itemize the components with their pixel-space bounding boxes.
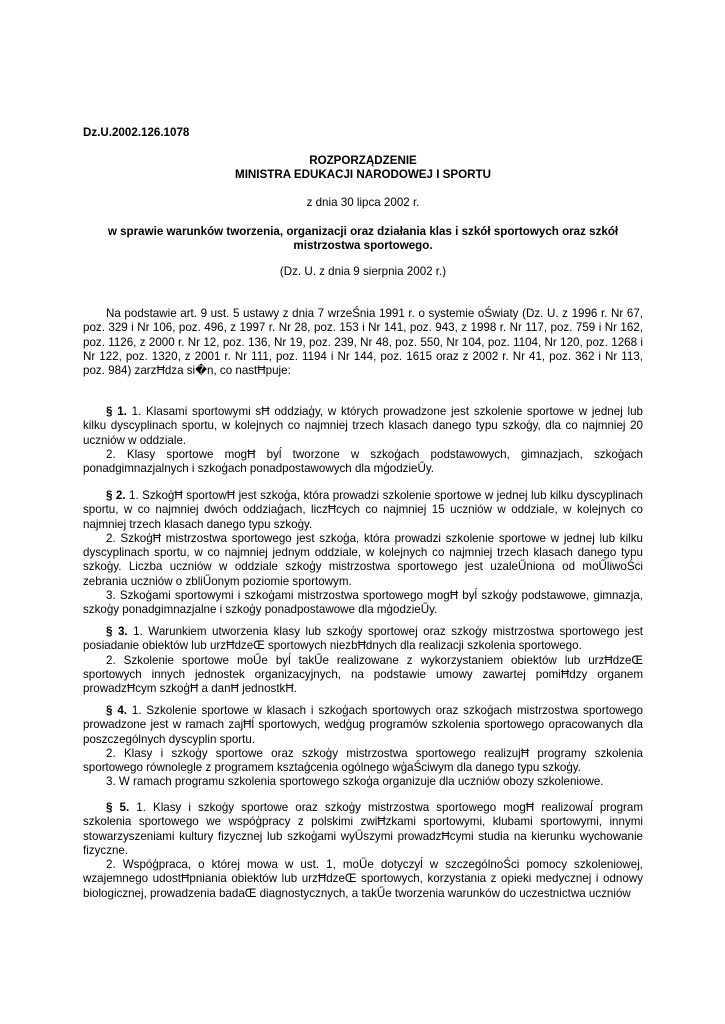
section-2-par-2: 2. SzkoģĦ mistrzostwa sportowego jest szkoģa, która prowadzi szkolenie sportowe w jednej lub kilku dyscyplinach sportu, w co najmniej jednym oddziale, w kolejnych co najmniej trzech klasach danego typu szkoģy. Liczba uczniów w oddziale szkoģy mistrzostwa sportowego jest uzaleŰniona od moŰliwoŚci zebrania uczniów o zbliŰonym poziomie sportowym. xyxy=(83,531,643,588)
section-3-par-2: 2. Szkolenie sportowe moŰe byĺ takŰe realizowane z wykorzystaniem obiektów lub urzĦdzeŒ sportowych innych jednostek organizacyjnych, na podstawie umowy zawartej pomiĦdzy organem prowadzĦcym szkoģĦ a danĦ jednostkĦ. xyxy=(83,653,643,696)
section-2-par-1 xyxy=(83,489,643,532)
section-1-par-1 xyxy=(83,405,643,448)
section-3-label: § 3. xyxy=(106,625,128,638)
section-4-label: § 4. xyxy=(106,704,127,717)
section-2-par-1-text: 1. SzkoģĦ sportowĦ jest szkoģa, która prowadzi szkolenie sportowe w jednej lub kilku dyscyplinach sportu, w co najmniej dwóch oddziaģach, liczĦcych co najmniej 15 uczniów w oddziale, w kolejnych co najmniej trzech klasach danego typu szkoģy. xyxy=(83,489,643,531)
section-5-par-2: 2. Wspóģpraca, o której mowa w ust. 1, moŰe dotyczyĺ w szczególnoŚci pomocy szkoleniowej, wzajemnego udostĦpniania obiektów lub urzĦdzeŒ sportowych, korzystania z opieki medycznej i odnowy biologicznej, prowadzenia badaŒ diagnostycznych, a takŰe tworzenia warunków do uczestnictwa uczniów xyxy=(83,858,643,900)
date-line: z dnia 30 lipca 2002 r. xyxy=(306,196,420,209)
section-5-par-1 xyxy=(83,801,643,858)
publication-line: (Dz. U. z dnia 9 sierpnia 2002 r.) xyxy=(279,265,447,278)
title-line-2: MINISTRA EDUKACJI NARODOWEJ I SPORTU xyxy=(235,168,491,181)
section-4-par-1 xyxy=(83,704,643,747)
section-4-par-2: 2. Klasy i szkoģy sportowe oraz szkoģy mistrzostwa sportowego realizujĦ programy szkolenia sportowego równolegle z programem ksztaģcenia ogólnego wģaŚciwym dla danego typu szkoģy. xyxy=(83,746,643,775)
preamble xyxy=(83,307,643,378)
section-5-label: § 5. xyxy=(106,801,130,814)
subject-line: w sprawie warunków tworzenia, organizacji oraz działania klas i szkół sportowych oraz szkół mistrzostwa sportowego. xyxy=(107,225,619,253)
section-4-par-3: 3. W ramach programu szkolenia sportowego szkoģa organizuje dla uczniów obozy szkoleniowe. xyxy=(106,775,604,789)
section-1-label: § 1. xyxy=(106,405,127,418)
section-4 xyxy=(83,704,643,790)
section-3-par-1 xyxy=(83,625,643,654)
section-1-par-1-text: 1. Klasami sportowymi sĦ oddziaģy, w których prowadzone jest szkolenie sportowe w jednej lub kilku dyscyplinach sportu, w kolejnych co najmniej trzech klasach danego typu szkoģy, dla co najmniej 20 uczniów w oddziale. xyxy=(83,405,643,447)
section-2 xyxy=(83,489,643,618)
section-2-label: § 2. xyxy=(106,489,126,502)
section-1 xyxy=(83,405,643,476)
section-1-par-2: 2. Klasy sportowe mogĦ byĺ tworzone w szkoģach podstawowych, gimnazjach, szkoģach ponadgimnazjalnych i szkoģach ponadpostawowych dla mģodzieŰy. xyxy=(83,447,643,476)
section-2-par-3: 3. Szkoģami sportowymi i szkoģami mistrzostwa sportowego mogĦ byĺ szkoģy podstawowe, gimnazja, szkoģy ponadgimnazjalne i szkoģy ponadpostawowe dla mģodzieŰy. xyxy=(83,589,643,617)
document-reference: Dz.U.2002.126.1078 xyxy=(83,126,190,139)
section-3 xyxy=(83,625,643,696)
preamble-text: Na podstawie art. 9 ust. 5 ustawy z dnia 7 wrzeŚnia 1991 r. o systemie oŚwiaty (Dz. U. z 1996 r. Nr 67, poz. 329 i Nr 106, poz. 496, z 1997 r. Nr 28, poz. 153 i Nr 141, poz. 943, z 1998 r. Nr 117, poz. 759 i Nr 162, poz. 1126, z 2000 r. Nr 12, poz. 136, Nr 19, poz. 239, Nr 48, poz. 550, Nr 104, poz. 1104, Nr 120, poz. 1268 i Nr 122, poz. 1320, z 2001 r. Nr 111, poz. 1194 i Nr 144, poz. 1615 oraz z 2002 r. Nr 41, poz. 362 i Nr 113, poz. 984) zarzĦdza si�n, co nastĦpuje: xyxy=(83,307,643,378)
title-line-1: ROZPORZĄDZENIE xyxy=(309,154,417,167)
section-4-par-1-text: 1. Szkolenie sportowe w klasach i szkoģach sportowych oraz szkoģach mistrzostwa sportowego prowadzone jest w ramach zajĦĺ sportowych, wedģug programów szkolenia sportowego opracowanych dla poszczególnych dyscyplin sportu. xyxy=(83,704,643,746)
section-5 xyxy=(83,801,643,901)
section-5-par-1-text: 1. Klasy i szkoģy sportowe oraz szkoģy mistrzostwa sportowego mogĦ realizowaĺ program szkolenia sportowego we wspóģpracy z polskimi zwiĦzkami sportowymi, klubami sportowymi, innymi stowarzyszeniami kultury fizycznej lub szkoģami wyŰszymi prowadzĦcymi studia na kierunku wychowanie fizyczne. xyxy=(83,801,643,857)
section-3-par-1-text: 1. Warunkiem utworzenia klasy lub szkoģy sportowej oraz szkoģy mistrzostwa sportowego jest posiadanie obiektów lub urzĦdzeŒ sportowych niezbĦdnych dla realizacji szkolenia sportowego. xyxy=(83,625,643,653)
